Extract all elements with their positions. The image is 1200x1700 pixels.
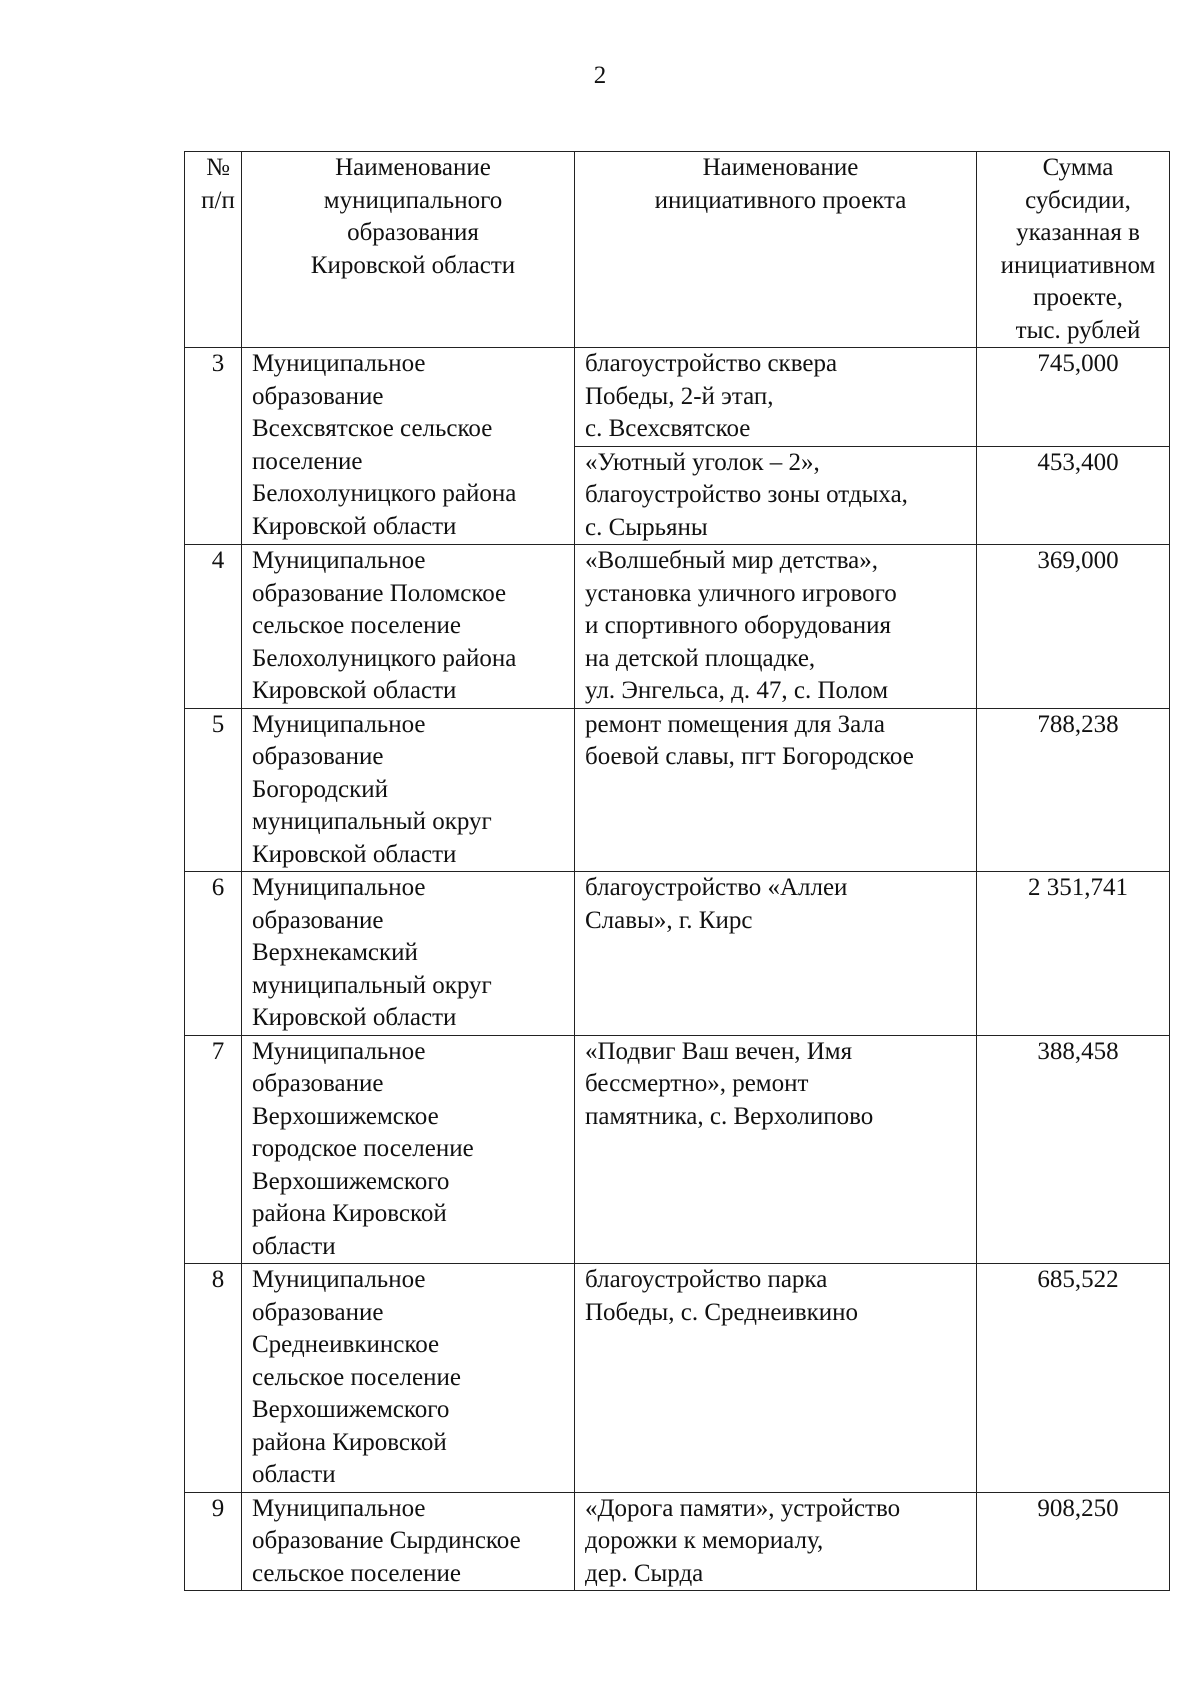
row-num: 8 <box>185 1264 242 1493</box>
row-amount: 388,458 <box>977 1035 1170 1264</box>
header-num: № п/п <box>185 152 242 348</box>
row-municipality: Муниципальное образование Богородский муниципальный округ Кировской области <box>242 708 575 872</box>
row-num: 4 <box>185 545 242 709</box>
row-municipality: Муниципальное образование Верхнекамский муниципальный округ Кировской области <box>242 872 575 1036</box>
row-num: 3 <box>185 348 242 545</box>
row-amount: 745,000 <box>977 348 1170 447</box>
row-municipality: Муниципальное образование Сырдинское сельское поселение <box>242 1492 575 1591</box>
subsidy-table <box>184 151 1170 1591</box>
row-municipality: Муниципальное образование Поломское сельское поселение Белохолуницкого района Кировской области <box>242 545 575 709</box>
table-row <box>185 708 1170 872</box>
row-project: благоустройство сквера Победы, 2-й этап, с. Всехсвятское <box>575 348 977 447</box>
row-municipality: Муниципальное образование Верхошижемское городское поселение Верхошижемского района Кировской области <box>242 1035 575 1264</box>
row-project: благоустройство парка Победы, с. Среднеивкино <box>575 1264 977 1493</box>
header-municipality: Наименование муниципального образования Кировской области <box>242 152 575 348</box>
table-row <box>185 872 1170 1036</box>
row-amount: 685,522 <box>977 1264 1170 1493</box>
row-municipality: Муниципальное образование Всехсвятское сельское поселение Белохолуницкого района Кировской области <box>242 348 575 545</box>
row-num: 6 <box>185 872 242 1036</box>
row-project: «Подвиг Ваш вечен, Имя бессмертно», ремонт памятника, с. Верхолипово <box>575 1035 977 1264</box>
table-row <box>185 545 1170 709</box>
table-row <box>185 1264 1170 1493</box>
header-project: Наименование инициативного проекта <box>575 152 977 348</box>
row-project: благоустройство «Аллеи Славы», г. Кирс <box>575 872 977 1036</box>
row-project: «Волшебный мир детства», установка уличного игрового и спортивного оборудования на детской площадке, ул. Энгельса, д. 47, с. Полом <box>575 545 977 709</box>
page-number: 2 <box>593 62 607 89</box>
row-municipality: Муниципальное образование Среднеивкинское сельское поселение Верхошижемского района Кировской области <box>242 1264 575 1493</box>
row-project: ремонт помещения для Зала боевой славы, пгт Богородское <box>575 708 977 872</box>
row-amount: 369,000 <box>977 545 1170 709</box>
row-amount: 788,238 <box>977 708 1170 872</box>
table-header-row <box>185 152 1170 348</box>
table-row <box>185 1035 1170 1264</box>
row-num: 5 <box>185 708 242 872</box>
table-row <box>185 1492 1170 1591</box>
row-amount: 453,400 <box>977 446 1170 545</box>
row-amount: 908,250 <box>977 1492 1170 1591</box>
table-row <box>185 348 1170 447</box>
row-num: 7 <box>185 1035 242 1264</box>
row-project: «Дорога памяти», устройство дорожки к мемориалу, дер. Сырда <box>575 1492 977 1591</box>
header-amount: Сумма субсидии, указанная в инициативном проекте, тыс. рублей <box>977 152 1170 348</box>
row-project: «Уютный уголок – 2», благоустройство зоны отдыха, с. Сырьяны <box>575 446 977 545</box>
row-num: 9 <box>185 1492 242 1591</box>
row-amount: 2 351,741 <box>977 872 1170 1036</box>
